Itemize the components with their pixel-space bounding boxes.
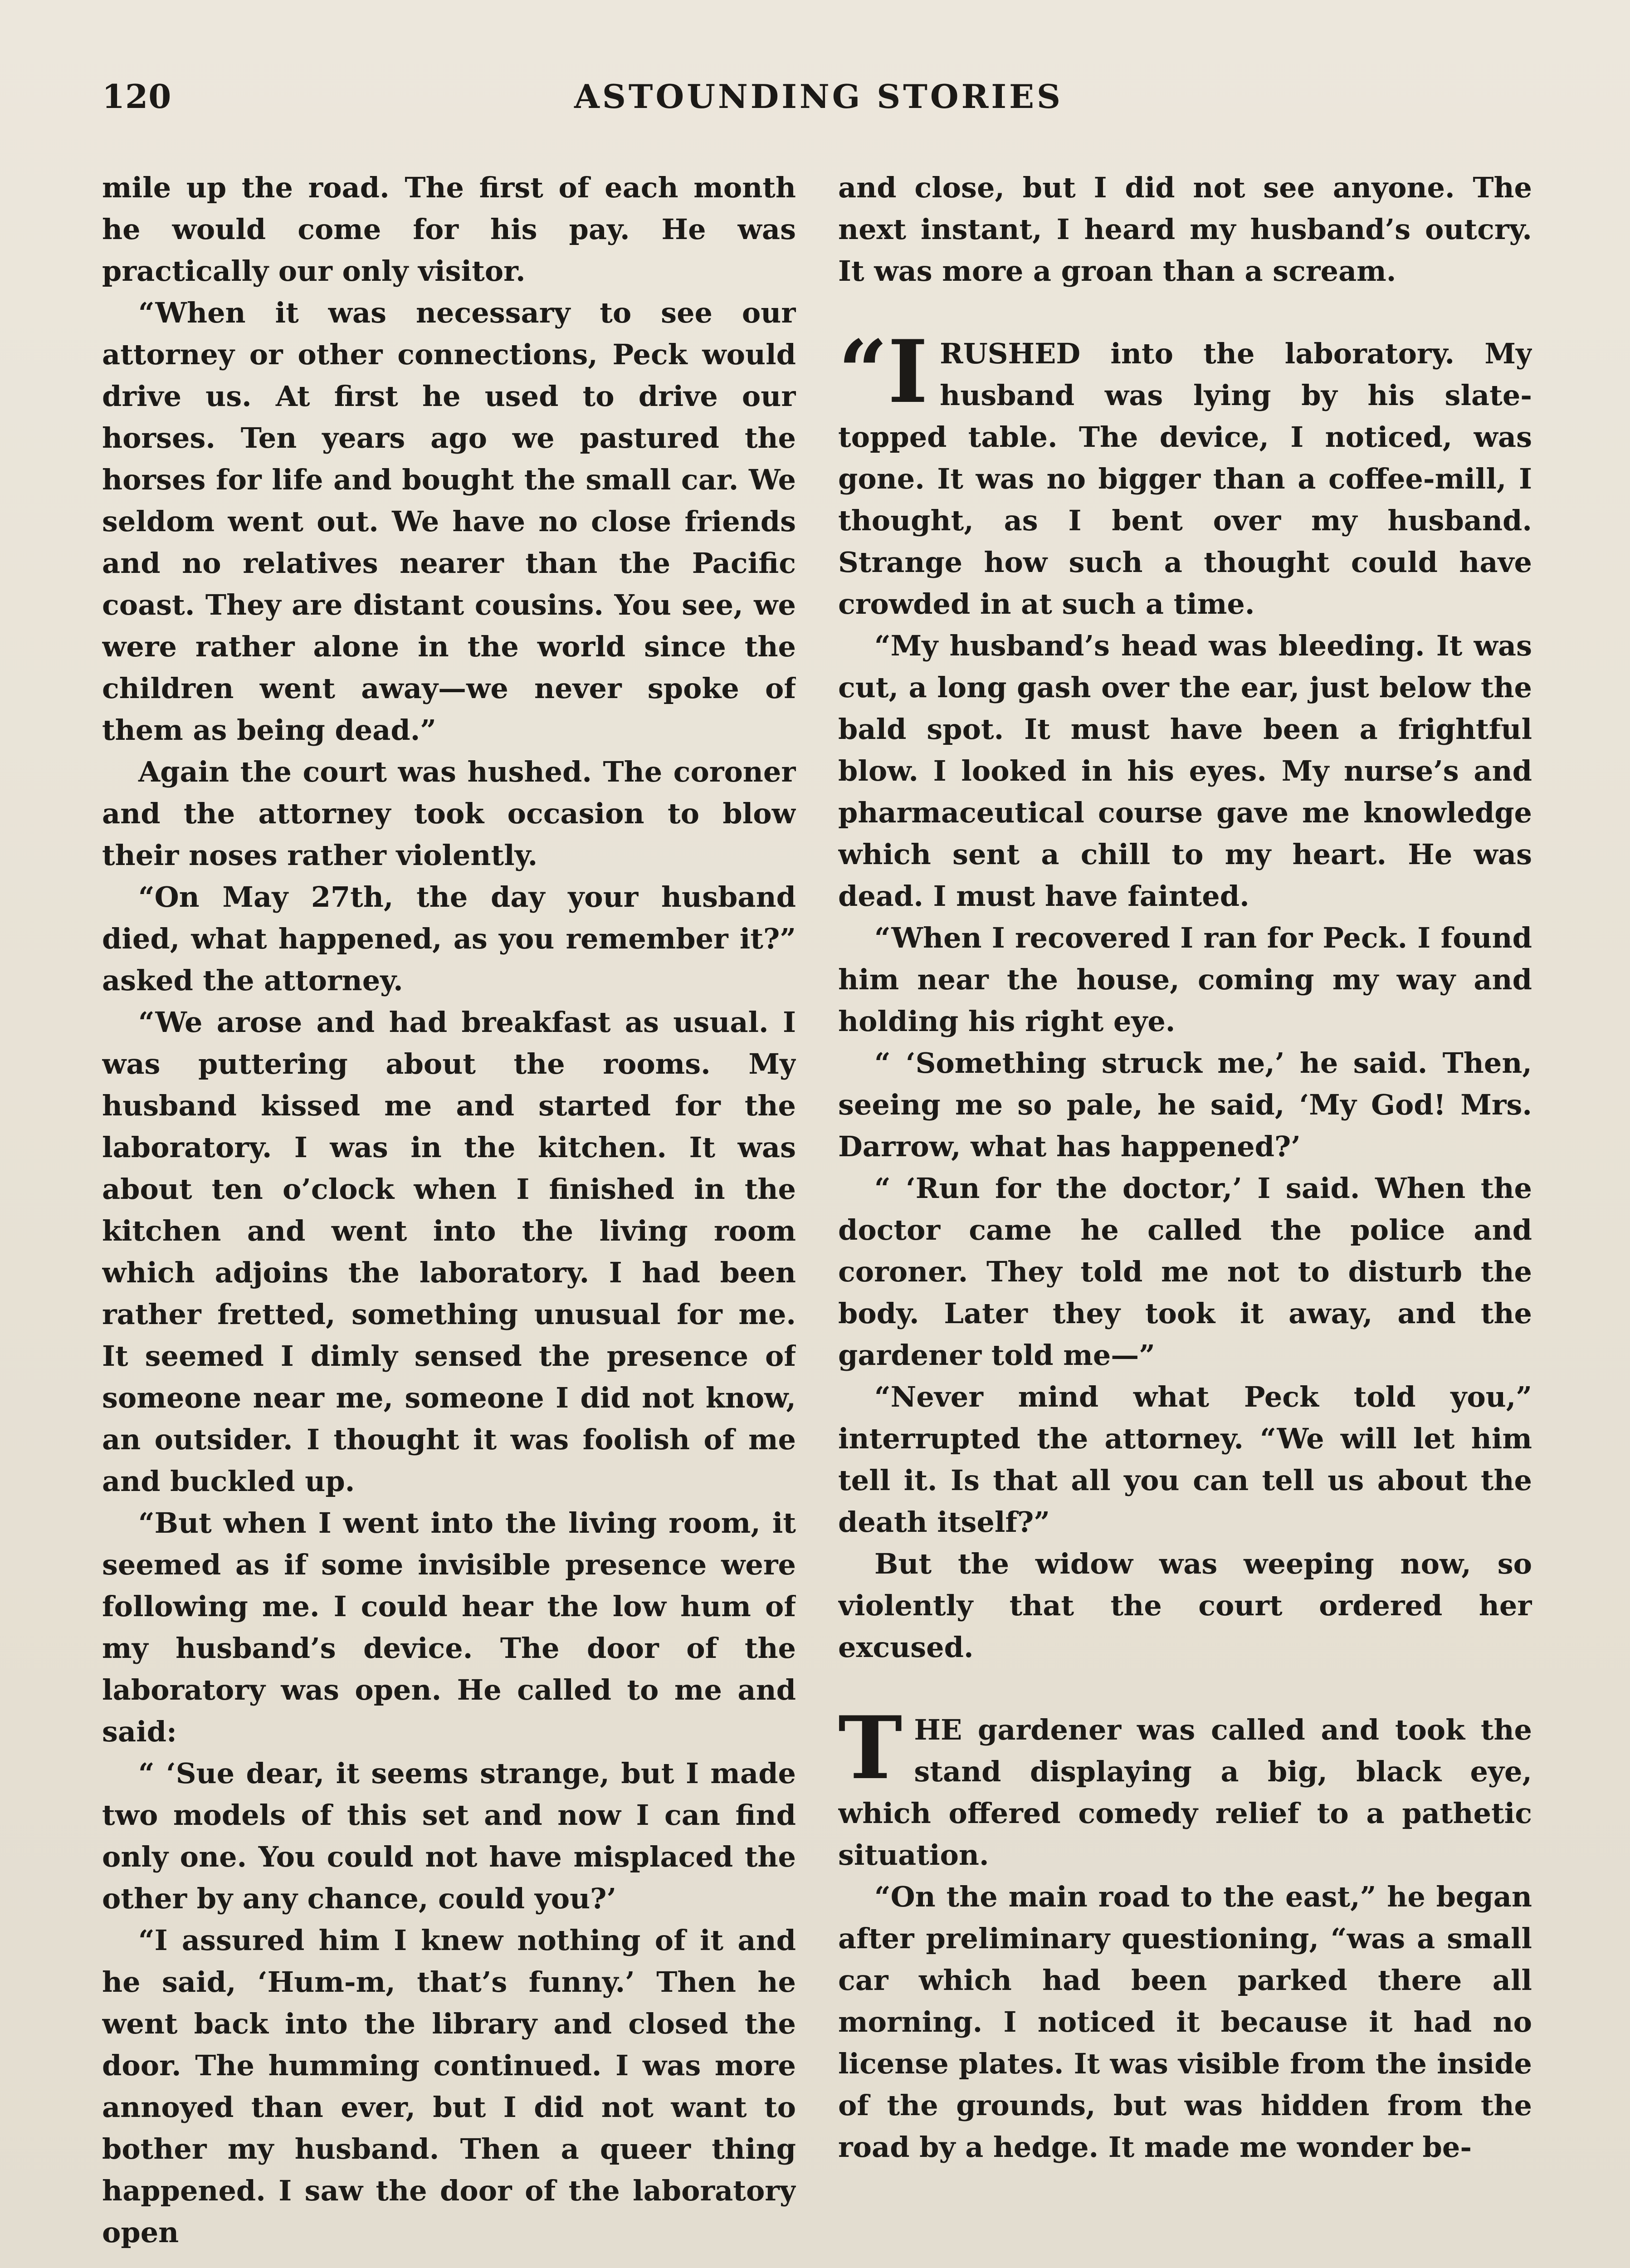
page-header (102, 77, 1535, 132)
paragraph-text: HE gardener was called and took the stand displaying a big, black eye, which offered comedy relief to a pathetic situation. (838, 1713, 1532, 1872)
section-opening-paragraph (838, 1697, 1532, 1876)
paragraph: “We arose and had breakfast as usual. I was puttering about the rooms. My husband kissed me and started for the laboratory. I was in the kitchen. It was about ten o’clock when I finished in the kitchen and went into the living room which adjoins the laboratory. I had been rather fretted, something unusual for me. It seemed I dimly sensed the presence of someone near me, someone I did not know, an outsider. I thought it was foolish of me and buckled up. (102, 1006, 796, 1498)
right-column (838, 167, 1532, 2268)
paragraph: Again the court was hushed. The coroner and the attorney took occasion to blow their noses rather violently. (102, 755, 796, 872)
paragraph: “ ‘Sue dear, it seems strange, but I made two models of this set and now I can find only one. You could not have misplaced the other by any chance, could you?’ (102, 1757, 796, 1915)
paragraph: “When it was necessary to see our attorney or other connections, Peck would drive us. At first he used to drive our horses. Ten years ago we pastured the horses for life and bought the small car. We seldom went out. We have no close friends and no relatives nearer than the Pacific coast. They are distant cousins. You see, we were rather alone in the world since the children went away—we never spoke of them as being dead.” (102, 296, 796, 747)
paragraph: mile up the road. The first of each month he would come for his pay. He was practically our only visitor. (102, 171, 796, 288)
paragraph: and close, but I did not see anyone. The next instant, I heard my husband’s outcry. It was more a groan than a scream. (838, 171, 1532, 288)
paragraph: “On May 27th, the day your husband died, what happened, as you remember it?” asked the attorney. (102, 880, 796, 997)
paragraph: “I assured him I knew nothing of it and he said, ‘Hum-m, that’s funny.’ Then he went back into the library and closed the door. The humming continued. I was more annoyed than ever, but I did not want to bother my husband. Then a queer thing happened. I saw the door of the laboratory open (102, 1924, 796, 2249)
paragraph: “When I recovered I ran for Peck. I found him near the house, coming my way and holding his right eye. (838, 921, 1532, 1038)
running-head: ASTOUNDING STORIES (574, 77, 1063, 116)
section-opening-paragraph (838, 321, 1532, 625)
paragraph: But the widow was weeping now, so violently that the court ordered her excused. (838, 1547, 1532, 1664)
left-column (102, 167, 796, 2268)
paragraph: “On the main road to the east,” he began after preliminary questioning, “was a small car which had been parked there all morning. I noticed it because it had no license plates. It was visible from the inside of the grounds, but was hidden from the road by a hedge. It made me wonder be- (838, 1880, 1532, 2164)
drop-cap: “I (838, 321, 928, 422)
paragraph: “But when I went into the living room, it seemed as if some invisible presence were following me. I could hear the low hum of my husband’s device. The door of the laboratory was open. He called to me and said: (102, 1506, 796, 1748)
paragraph: “My husband’s head was bleeding. It was cut, a long gash over the ear, just below the bald spot. It must have been a frightful blow. I looked in his eyes. My nurse’s and pharmaceutical course gave me knowledge which sent a chill to my heart. He was dead. I must have fainted. (838, 629, 1532, 913)
paragraph: “ ‘Run for the doctor,’ I said. When the doctor came he called the police and coroner. They told me not to disturb the body. Later they took it away, and the gardener told me—” (838, 1172, 1532, 1372)
paragraph: “ ‘Something struck me,’ he said. Then, seeing me so pale, he said, ‘My God! Mrs. Darrow, what has happened?’ (838, 1046, 1532, 1163)
paragraph-text: RUSHED into the laboratory. My husband was lying by his slate-topped table. The device, I noticed, was gone. It was no bigger than a coffee-mill, I thought, as I bent over my husband. Strange how such a thought could have crowded in at such a time. (838, 337, 1532, 621)
drop-cap: T (838, 1697, 903, 1799)
paragraph: “Never mind what Peck told you,” interrupted the attorney. “We will let him tell it. Is that all you can tell us about the death itself?” (838, 1380, 1532, 1539)
page-number: 120 (102, 77, 172, 116)
